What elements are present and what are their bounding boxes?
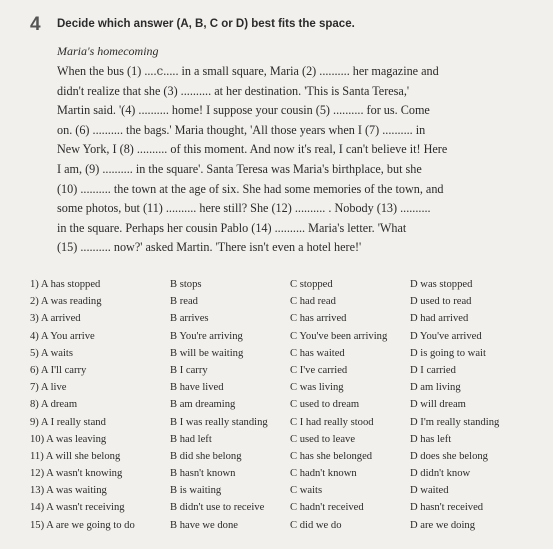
option-3-b: B arrives — [170, 313, 209, 325]
option-12-d: D didn't know — [410, 468, 471, 480]
option-8-b: B am dreaming — [170, 399, 236, 411]
option-10-a: 10) A was leaving — [30, 433, 107, 445]
option-1-b: B stops — [170, 279, 202, 290]
passage-line: New York, I (8) .......... of this moment. And now it's real, I can't believe it! Here — [57, 142, 448, 157]
option-10-d: D has left — [410, 433, 452, 445]
story-title: Maria's homecoming — [57, 44, 159, 58]
option-8-c: C used to dream — [290, 399, 360, 411]
option-15-b: B have we done — [170, 519, 238, 531]
passage-line: Martin said. '(4) .......... home! I suppose your cousin (5) .......... for us. Come — [57, 103, 430, 118]
option-5-c: C has waited — [290, 347, 345, 359]
passage-line: in the square. Perhaps her cousin Pablo (14) .......... Maria's letter. 'What — [57, 220, 407, 235]
option-12-a: 12) A wasn't knowing — [30, 468, 123, 480]
option-15-d: D are we doing — [410, 519, 476, 531]
passage-line: (10) .......... the town at the age of six. She had some memories of the town, and — [57, 181, 444, 196]
option-14-d: D hasn't received — [410, 502, 484, 514]
option-14-b: B didn't use to receive — [170, 502, 265, 514]
option-9-a: 9) A I really stand — [30, 416, 106, 428]
option-4-c: C You've been arriving — [290, 330, 388, 342]
option-11-a: 11) A will she belong — [30, 450, 121, 462]
option-13-a: 13) A was waiting — [30, 485, 107, 497]
passage-line: didn't realize that she (3) .......... at her destination. 'This is Santa Teresa,' — [57, 83, 410, 98]
option-14-c: C hadn't received — [290, 502, 364, 514]
option-7-a: 7) A live — [30, 382, 67, 394]
option-4-b: B You're arriving — [170, 330, 243, 342]
option-13-b: B is waiting — [170, 485, 222, 497]
option-1-a: 1) A has stopped — [30, 279, 101, 290]
handwritten-answer: c — [156, 64, 164, 78]
option-13-c: C waits — [290, 485, 323, 497]
option-13-d: D waited — [410, 485, 449, 497]
option-7-d: D am living — [410, 382, 461, 394]
passage-line: some photos, but (11) .......... here still? She (12) .......... . Nobody (13) .......... — [57, 201, 431, 216]
option-9-d: D I'm really standing — [410, 416, 500, 428]
option-11-d: D does she belong — [410, 450, 488, 462]
option-10-c: C used to leave — [290, 433, 356, 445]
option-12-c: C hadn't known — [290, 468, 357, 480]
option-6-b: B I carry — [170, 364, 208, 376]
option-2-b: B read — [170, 296, 198, 308]
option-3-c: C has arrived — [290, 313, 347, 325]
passage-line: (15) .......... now?' asked Martin. 'There isn't even a hotel here!' — [57, 240, 362, 255]
option-4-a: 4) A You arrive — [30, 330, 95, 342]
option-5-b: B will be waiting — [170, 347, 244, 359]
passage-line: When the bus (1) ....c..... in a small square, Maria (2) .......... her magazine and — [57, 64, 439, 78]
option-8-d: D will dream — [410, 399, 466, 411]
option-2-a: 2) A was reading — [30, 296, 102, 308]
passage-line: on. (6) .......... the bags.' Maria thought, 'All those years when I (7) .......... in — [57, 122, 426, 137]
option-6-c: C I've carried — [290, 364, 348, 376]
exercise-instruction: Decide which answer (A, B, C or D) best fits the space. — [57, 18, 355, 30]
option-10-b: B had left — [170, 433, 212, 445]
option-7-c: C was living — [290, 382, 344, 394]
option-1-c: C stopped — [290, 279, 333, 290]
option-1-d: D was stopped — [410, 279, 473, 290]
option-11-b: B did she belong — [170, 450, 242, 462]
option-14-a: 14) A wasn't receiving — [30, 502, 125, 514]
option-7-b: B have lived — [170, 382, 224, 394]
option-9-c: C I had really stood — [290, 416, 374, 428]
option-3-a: 3) A arrived — [30, 313, 81, 325]
option-15-c: C did we do — [290, 519, 342, 531]
option-11-c: C has she belonged — [290, 450, 373, 462]
option-5-d: D is going to wait — [410, 347, 486, 359]
option-8-a: 8) A dream — [30, 399, 78, 411]
option-12-b: B hasn't known — [170, 468, 236, 480]
exercise-number: 4 — [30, 14, 41, 35]
option-2-c: C had read — [290, 296, 336, 308]
option-6-a: 6) A I'll carry — [30, 364, 87, 376]
passage-line: I am, (9) .......... in the square'. Santa Teresa was Maria's birthplace, but she — [57, 161, 422, 176]
option-2-d: D used to read — [410, 296, 472, 308]
story-passage — [57, 62, 447, 258]
option-4-d: D You've arrived — [410, 330, 482, 342]
option-9-b: B I was really standing — [170, 416, 268, 428]
option-6-d: D I carried — [410, 364, 456, 376]
option-15-a: 15) A are we going to do — [30, 519, 135, 531]
option-5-a: 5) A waits — [30, 347, 73, 359]
option-3-d: D had arrived — [410, 313, 469, 325]
